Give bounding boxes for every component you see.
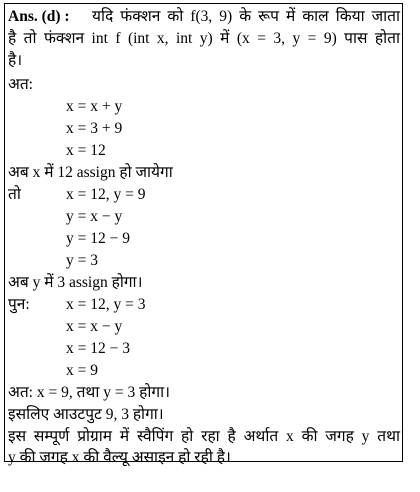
step3-line-2: x = x − y (66, 318, 123, 335)
result-line: अत: x = 9, तथा y = 3 होगा। (8, 384, 170, 401)
ataha-label: अत: (8, 76, 33, 93)
step2-line-3: y = 12 − 9 (66, 230, 130, 247)
step3-line-3: x = 12 − 3 (66, 340, 130, 357)
assign-x-line: अब x में 12 assign हो जायेगा (8, 164, 173, 181)
to-label: तो (8, 186, 21, 203)
step1-line-2: x = 3 + 9 (66, 120, 123, 137)
assign-y-line: अब y में 3 assign होगा। (8, 274, 143, 291)
step1-line-3: x = 12 (66, 142, 106, 159)
step1-line-1: x = x + y (66, 98, 123, 115)
step2-line-2: y = x − y (66, 208, 123, 225)
punah-label: पुन: (8, 296, 30, 313)
intro-line-2: है तो फंक्शन int f (int x, int y) में (x = 3, y = 9) पास होता (8, 30, 400, 47)
summary-line-1: इस सम्पूर्ण प्रोग्राम में स्वैपिंग हो रहा है अर्थात x की जगह y तथा (8, 428, 400, 445)
step2-line-1: x = 12, y = 9 (66, 186, 146, 203)
summary-line-2: y की जगह x की वैल्यू असाइन हो रही है। (8, 449, 231, 466)
output-line: इसलिए आउटपुट 9, 3 होगा। (8, 406, 164, 423)
intro-line-3: है। (8, 52, 23, 69)
intro-line-1: यदि फंक्शन को f(3, 9) के रूप में काल किया जाता (92, 8, 400, 25)
step3-line-4: x = 9 (66, 362, 98, 379)
step3-line-1: x = 12, y = 3 (66, 296, 146, 313)
answer-label: Ans. (d) : (8, 8, 70, 25)
step2-line-4: y = 3 (66, 252, 98, 269)
